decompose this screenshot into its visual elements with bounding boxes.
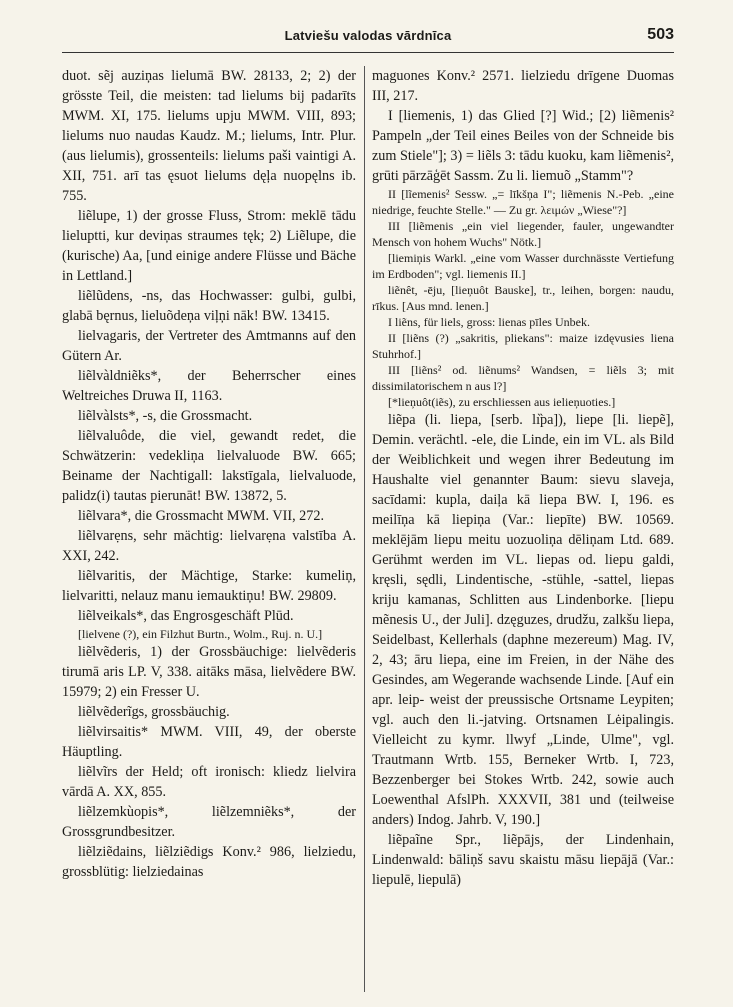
entry-paragraph: I [liemenis, 1) das Glied [?] Wid.; [2) liẽmenis² Pampeln „der Teil eines Beiles von der Schneide bis zum Stiele"]; 3) = liẽls 3: tādu kuoku, kam liẽmenis², grūti pārzāģēt Sassm. Zu li. liemuõ „Stamm"? xyxy=(372,108,674,184)
column-divider xyxy=(364,66,365,992)
page-number: 503 xyxy=(647,26,674,43)
entry-paragraph: II [liẽns (?) „sakritis, pliekans": maize izdęvusies liena Stuhrhof.] xyxy=(372,331,674,361)
entry-paragraph: liẽpa (li. liepa, [serb. lı̏pa]), liepe [li. liepẽ], Demin. verächtl. -ele, die Linde, ein im VL. als Bild der Weiblichkeit und wegen ihrer Bedeutung im Haushalte viel genannter Baum: sievu slaveja, sacīdami: kupla, daiļa kā liepa BW. I, 196. es meilīņa kā liepiņa (Var.: liepīte) BW. 10569. meklējām liepu meitu uozuoliņa dēliņam Ltd. 689. Gerühmt werden im VL. liepas od. liepu galdi, kręsli, sędli, Lindentische, -stühle, -sattel, liepas kriju kamanas, Schlitten aus Lindenborke. [liepu mẽnesis U., der Juli]. dzęguzes, drudžu, zalkšu liepa, Seidelbast, Kellerhals (daphne mezereum) Mag. IV, 2, 43; āru liepa, eine im Freien, in der Nähe des Gesindes, am Wegerande wachsende Linde. [Auf ein apr. leip- weist der preussische Ortsname Leypiten; vgl. auch den li.-jatving. Ortsnamen Lėipalingis. Vielleicht zu kymr. llwyf „Linde, Ulme", vgl. Trautmann Wrtb. 155, Berneker Wrtb. I, 723, Bezzenberger bei Stokes Wrtb. 242, sowie auch Loewenthal AfslPh. XXXVII, 381 und (teilweise anders) Indog. Jahrb. V, 190.] xyxy=(372,412,674,828)
entry-paragraph: liẽlvara*, die Grossmacht MWM. VII, 272. xyxy=(78,508,324,524)
entry-paragraph: liẽlziẽdains, liẽlziẽdigs Konv.² 986, lielziedu, grossblütig: lielziedainas xyxy=(62,844,356,880)
entry-paragraph: liẽpaĩne Spr., liẽpājs, der Lindenhain, Lindenwald: bāliņš savu skaistu māsu liepājā (Var.: liepulē, liepulā) xyxy=(372,832,674,888)
entry-paragraph: liẽnêt, -ēju, [lieņuôt Bauske], tr., leihen, borgen: naudu, rīkus. [Aus mnd. lenen.] xyxy=(372,283,674,313)
left-column xyxy=(62,66,356,996)
entry-paragraph: liẽlũdens, -ns, das Hochwasser: gulbi, gulbi, glabā bęrnus, lieluõdeņa viļņi nāk! BW. 13415. xyxy=(62,288,356,324)
entry-paragraph: liẽlvẽderĩgs, grossbäuchig. xyxy=(78,704,230,720)
entry-paragraph: liẽlvàldniẽks*, der Beherrscher eines Weltreiches Druwa II, 1163. xyxy=(62,368,356,404)
entry-paragraph: [*lieņuôt(iẽs), zu erschliessen aus ielieņuoties.] xyxy=(388,395,616,409)
page-header xyxy=(62,26,674,50)
entry-paragraph: duot. sẽj auziņas lielumā BW. 28133, 2; 2) der grösste Teil, die meisten: tad lielums bij padarīts MWM. XI, 175. lielums upju MWM. VIII, 893; lielums nuo naudas Kaudz. M.; lielums, Intr. Plur. (aus lielumis), grossenteils: lielums paši vaintigi A. XII, 751. arī tas ęsuot lielums dęļa nuopęlns ib. 755. xyxy=(62,68,356,204)
entry-paragraph: liẽlvaluôde, die viel, gewandt redet, die Schwätzerin: vedekliņa lielvaluode BW. 665; Beiname der Nachtigall: lakstīgala, lielvaluode, palidz(i) tautas pierunāt! BW. 13872, 5. xyxy=(62,428,356,504)
entry-paragraph: liẽlvĩrs der Held; oft ironisch: kliedz lielvira vārdā A. XX, 855. xyxy=(62,764,356,800)
entry-paragraph: maguones Konv.² 2571. lielziedu drīgene Duomas III, 217. xyxy=(372,68,674,104)
right-column xyxy=(372,66,674,996)
entry-paragraph: liẽlveikals*, das Engrosgeschäft Plūd. xyxy=(78,608,294,624)
entry-paragraph: III [liẽns² od. liẽnums² Wandsen, = liẽls 3; mit dissimilatorischem n aus l?] xyxy=(372,363,674,393)
entry-paragraph: liẽlupe, 1) der grosse Fluss, Strom: meklē tādu lieluptti, kur deviņas straumes tęk; 2) Liẽlupe, die (kurische) Aa, [und einige andere Flüsse und Bäche in Lettland.] xyxy=(62,208,356,284)
entry-paragraph: I liẽns, für liels, gross: lienas pīles Unbek. xyxy=(388,315,590,329)
running-title: Latviešu valodas vārdnīca xyxy=(284,28,452,43)
entry-paragraph: [lielvene (?), ein Filzhut Burtn., Wolm., Ruj. n. U.] xyxy=(78,627,323,641)
entry-paragraph: [liemiņis Warkl. „eine vom Wasser durchnässte Vertiefung im Erdboden"; vgl. liemenis II.] xyxy=(372,251,674,281)
entry-paragraph: liẽlvirsaitis* MWM. VIII, 49, der oberste Häuptling. xyxy=(62,724,356,760)
header-rule xyxy=(62,52,674,53)
entry-paragraph: liẽlvẽderis, 1) der Grossbäuchige: lielvẽderis tirumā aris LP. V, 338. aitāks māsa, lielvẽdere BW. 15979; 2) ein Fresser U. xyxy=(62,644,356,700)
entry-paragraph: liẽlzemkùopis*, liẽlzemniẽks*, der Grossgrundbesitzer. xyxy=(62,804,356,840)
entry-paragraph: II [lĩemenis² Sessw. „= līkšņa I"; liẽmenis N.-Peb. „eine niedrige, feuchte Stelle." — Zu gr. λειμών „Wiese"?] xyxy=(372,187,674,217)
entry-paragraph: liẽlvarẹns, sehr mächtig: lielvarẹna valstība A. XXI, 242. xyxy=(62,528,356,564)
entry-paragraph: III [liẽmenis „ein viel liegender, fauler, ungewandter Mensch von hohem Wuchs" Nötk.] xyxy=(372,219,674,249)
entry-paragraph: lielvagaris, der Vertreter des Amtmanns auf den Gütern Ar. xyxy=(62,328,356,364)
entry-paragraph: liẽlvàlsts*, -s, die Grossmacht. xyxy=(78,408,253,424)
entry-paragraph: liẽlvaritis, der Mächtige, Starke: kumeliņ, lielvaritti, nelauz manu iemauktiņu! BW. 29809. xyxy=(62,568,356,604)
